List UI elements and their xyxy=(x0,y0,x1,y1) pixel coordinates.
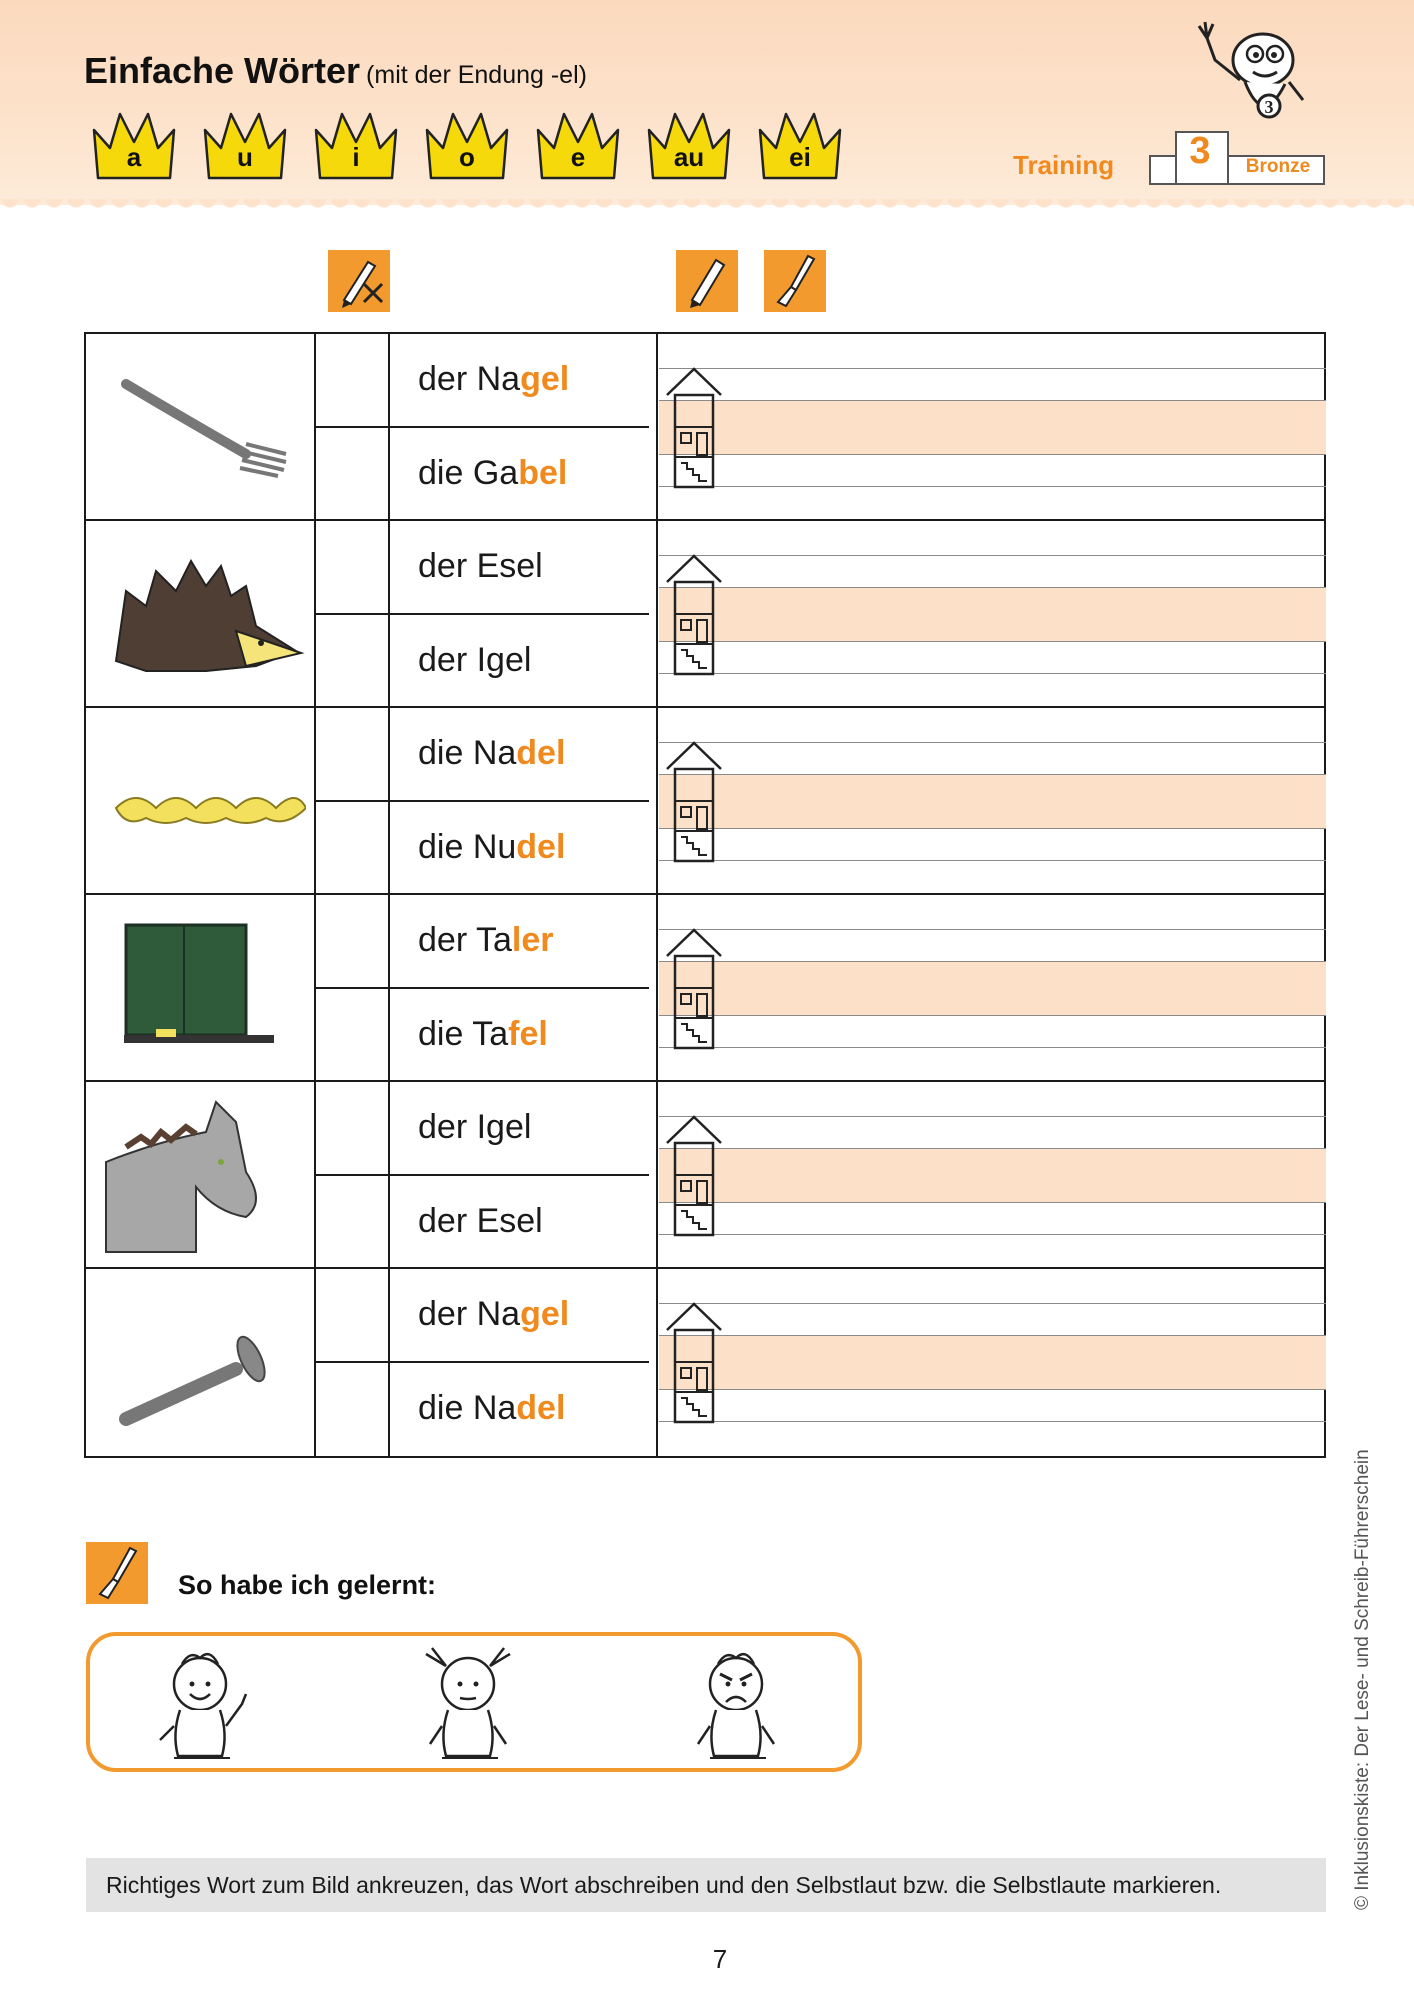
word-ending: bel xyxy=(518,454,568,492)
word-option xyxy=(418,1108,531,1147)
checkbox-cell[interactable] xyxy=(316,428,388,520)
training-label: Training xyxy=(1013,150,1115,180)
crown-e xyxy=(534,108,622,184)
word-text: der Ta xyxy=(418,921,512,959)
crown-letter: a xyxy=(126,142,142,172)
noodle-icon xyxy=(96,718,306,885)
crown-letter: u xyxy=(237,142,253,172)
word-option xyxy=(418,921,553,960)
word-text: der Esel xyxy=(418,1202,543,1240)
page-number: 7 xyxy=(712,1944,728,1974)
word-ending: ler xyxy=(511,921,554,959)
instruction-text: Richtiges Wort zum Bild ankreuzen, das Wort abschreiben und den Selbstlaut bzw. die Selbstlaute markieren. xyxy=(106,1872,1222,1898)
crown-u xyxy=(201,108,289,184)
word-option xyxy=(418,360,569,399)
word-option xyxy=(418,547,543,586)
word-group xyxy=(86,895,1324,1082)
page-title xyxy=(84,50,587,92)
word-group xyxy=(86,521,1324,708)
checkbox-cell[interactable] xyxy=(316,1363,388,1455)
word-option xyxy=(418,1295,569,1334)
writing-lines[interactable] xyxy=(659,895,1326,1082)
writing-lines[interactable] xyxy=(659,708,1326,895)
level-label: Bronze xyxy=(1245,156,1311,177)
word-ending: gel xyxy=(520,360,570,398)
crown-o xyxy=(423,108,511,184)
writing-lines[interactable] xyxy=(659,1269,1326,1456)
title-text: Einfache Wörter xyxy=(84,50,361,91)
checkbox-cell[interactable] xyxy=(316,1269,388,1361)
happy-face-icon[interactable] xyxy=(150,1644,260,1771)
hedgehog-icon xyxy=(96,531,306,698)
word-group xyxy=(86,334,1324,521)
house-icon xyxy=(663,741,725,863)
word-text: der Igel xyxy=(418,641,532,679)
word-text: der Na xyxy=(418,1295,521,1333)
neutral-face-icon[interactable] xyxy=(418,1644,528,1771)
word-text: der Igel xyxy=(418,1108,532,1146)
checkbox-cell[interactable] xyxy=(316,708,388,800)
checkbox-cell[interactable] xyxy=(316,989,388,1081)
crown-letter: e xyxy=(570,142,586,172)
word-option xyxy=(418,1015,548,1054)
word-ending: del xyxy=(516,1389,566,1427)
angry-face-icon[interactable] xyxy=(686,1644,796,1771)
blackboard-icon xyxy=(96,905,306,1072)
nail-icon xyxy=(96,1279,306,1446)
word-text: die Nu xyxy=(418,828,517,866)
word-ending: del xyxy=(516,828,566,866)
word-option xyxy=(418,454,567,493)
level-number: 3 xyxy=(1189,130,1211,172)
word-option xyxy=(418,828,565,867)
word-text: die Ga xyxy=(418,454,519,492)
fork-icon xyxy=(96,344,306,511)
svg-text:3: 3 xyxy=(1264,97,1274,117)
word-group xyxy=(86,1269,1324,1456)
writing-lines[interactable] xyxy=(659,1082,1326,1269)
word-group xyxy=(86,1082,1324,1269)
house-icon xyxy=(663,1302,725,1424)
word-table xyxy=(84,332,1326,1458)
checkbox-cell[interactable] xyxy=(316,802,388,894)
mascot-icon xyxy=(1185,20,1325,140)
word-option xyxy=(418,1389,565,1428)
crown-i xyxy=(312,108,400,184)
word-text: die Na xyxy=(418,1389,517,1427)
checkbox-cell[interactable] xyxy=(316,334,388,426)
page-subtitle: (mit der Endung -el) xyxy=(366,61,587,89)
house-icon xyxy=(663,1115,725,1237)
crown-letter: ei xyxy=(789,142,811,172)
crown-ei xyxy=(756,108,844,184)
house-icon xyxy=(663,367,725,489)
word-option xyxy=(418,641,531,680)
checkbox-cell[interactable] xyxy=(316,521,388,613)
writing-lines[interactable] xyxy=(659,521,1326,708)
checkbox-cell[interactable] xyxy=(316,1176,388,1268)
mood-selection xyxy=(86,1632,862,1772)
crown-a xyxy=(90,108,178,184)
word-text: der Na xyxy=(418,360,521,398)
brush-icon xyxy=(764,250,826,312)
word-ending: del xyxy=(516,734,566,772)
word-option xyxy=(418,734,565,773)
word-option xyxy=(418,1202,543,1241)
word-ending: fel xyxy=(508,1015,548,1053)
crown-letter: o xyxy=(459,142,475,172)
pencil-cross-icon xyxy=(328,250,390,312)
crown-letter: i xyxy=(352,142,360,172)
word-text: die Na xyxy=(418,734,517,772)
brush-icon xyxy=(86,1542,148,1604)
crown-au xyxy=(645,108,733,184)
writing-lines[interactable] xyxy=(659,334,1326,521)
pencil-icon xyxy=(676,250,738,312)
checkbox-cell[interactable] xyxy=(316,615,388,707)
checkbox-cell[interactable] xyxy=(316,1082,388,1174)
word-text: der Esel xyxy=(418,547,543,585)
instruction-bar xyxy=(86,1858,1326,1912)
donkey-icon xyxy=(96,1092,306,1259)
word-text: die Ta xyxy=(418,1015,509,1053)
word-group xyxy=(86,708,1324,895)
copyright-text: © Inklusionskiste: Der Lese- und Schreib-Führerschein xyxy=(1352,1449,1373,1910)
house-icon xyxy=(663,554,725,676)
crown-letter: au xyxy=(673,142,705,172)
word-ending: gel xyxy=(520,1295,570,1333)
house-icon xyxy=(663,928,725,1050)
checkbox-cell[interactable] xyxy=(316,895,388,987)
learned-label: So habe ich gelernt: xyxy=(178,1570,437,1600)
